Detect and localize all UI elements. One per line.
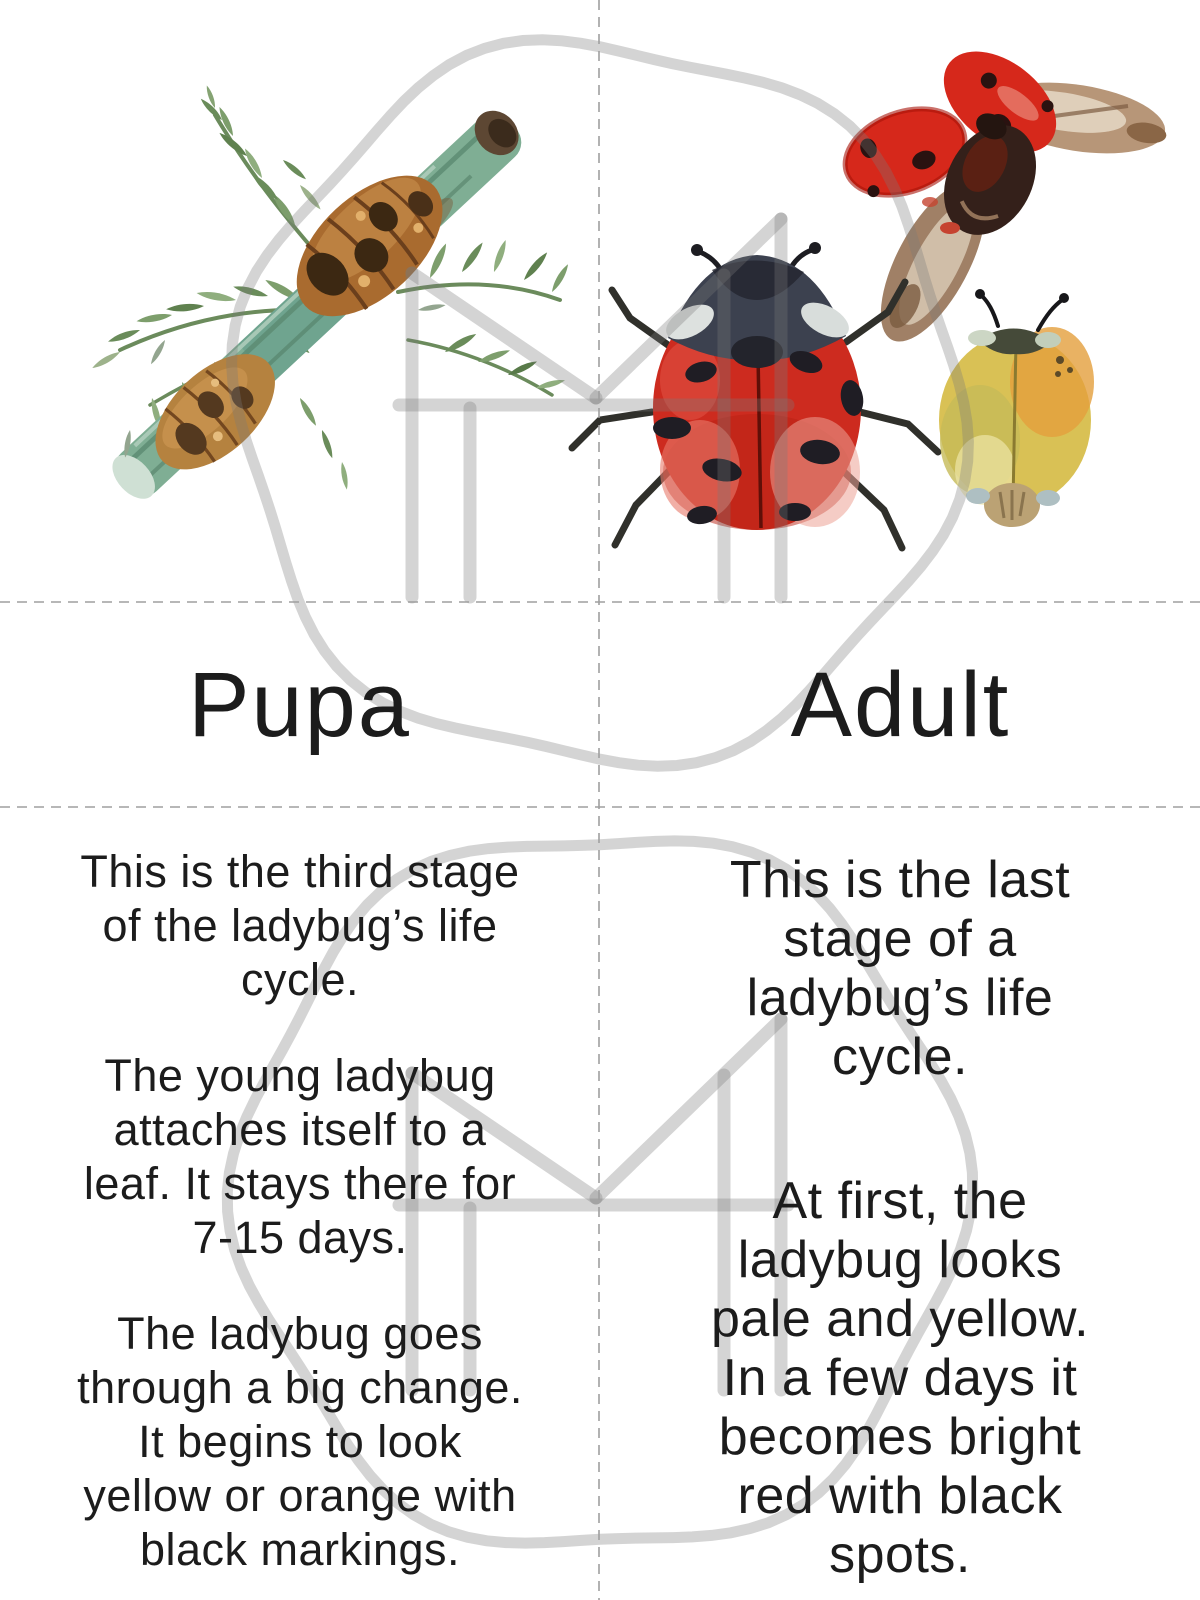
pupa-large — [271, 149, 468, 342]
adult-ladybugs-illustration — [572, 31, 1172, 548]
text-line: This is the third stage — [80, 846, 520, 897]
text-line: cycle. — [240, 954, 360, 1005]
text-line: leaf. It stays there for — [83, 1158, 517, 1209]
paragraph — [10, 1049, 590, 1265]
text-line: ladybug looks — [737, 1231, 1063, 1289]
text-line: It begins to look — [138, 1416, 462, 1467]
paragraph — [10, 1307, 590, 1577]
text-line: spots. — [829, 1526, 971, 1584]
text-line: pale and yellow. — [710, 1290, 1090, 1348]
paragraph — [10, 845, 590, 1007]
text-line: red with black — [737, 1467, 1063, 1525]
ladybug-legs — [572, 282, 938, 548]
pupa-illustration — [82, 80, 570, 524]
paragraph — [615, 1172, 1185, 1585]
text-line: The ladybug goes — [117, 1308, 483, 1359]
text-line: black markings. — [139, 1524, 461, 1575]
ladybug-spots — [653, 347, 866, 526]
text-line: cycle. — [832, 1028, 968, 1086]
text-line: attaches itself to a — [113, 1104, 487, 1155]
text-line: This is the last — [729, 851, 1071, 909]
pupa-small — [134, 333, 295, 491]
sprig-top-icon — [199, 85, 323, 248]
sprig-left-icon — [91, 277, 335, 430]
text-line: 7-15 days. — [192, 1212, 408, 1263]
text-line: In a few days it — [722, 1349, 1078, 1407]
branch — [82, 80, 547, 524]
ladybug-antennae — [700, 250, 812, 288]
pupa-description — [10, 845, 590, 1600]
flying-ladybug — [833, 31, 1172, 357]
yellow-ladybug-antennae — [982, 296, 1062, 330]
stray-leaves-icon — [123, 397, 350, 491]
text-line: The young ladybug — [104, 1050, 496, 1101]
paragraph — [615, 851, 1185, 1087]
adult-title-cell — [601, 602, 1200, 807]
pupa-title-cell — [0, 602, 599, 807]
watermark-monogram-icon — [399, 219, 788, 597]
red-ladybug — [572, 242, 938, 548]
text-line: of the ladybug’s life — [102, 900, 498, 951]
text-line: At first, the — [772, 1172, 1028, 1230]
sprig-right-icon — [398, 239, 571, 395]
text-line: becomes bright — [718, 1408, 1082, 1466]
adult-description — [615, 851, 1185, 1600]
text-line: through a big change. — [77, 1362, 523, 1413]
text-line: ladybug’s life — [746, 969, 1054, 1027]
yellow-ladybug — [939, 289, 1094, 527]
text-line: yellow or orange with — [83, 1470, 517, 1521]
text-line: stage of a — [783, 910, 1017, 968]
pupa-title: Pupa — [188, 653, 411, 756]
adult-title: Adult — [790, 653, 1011, 756]
